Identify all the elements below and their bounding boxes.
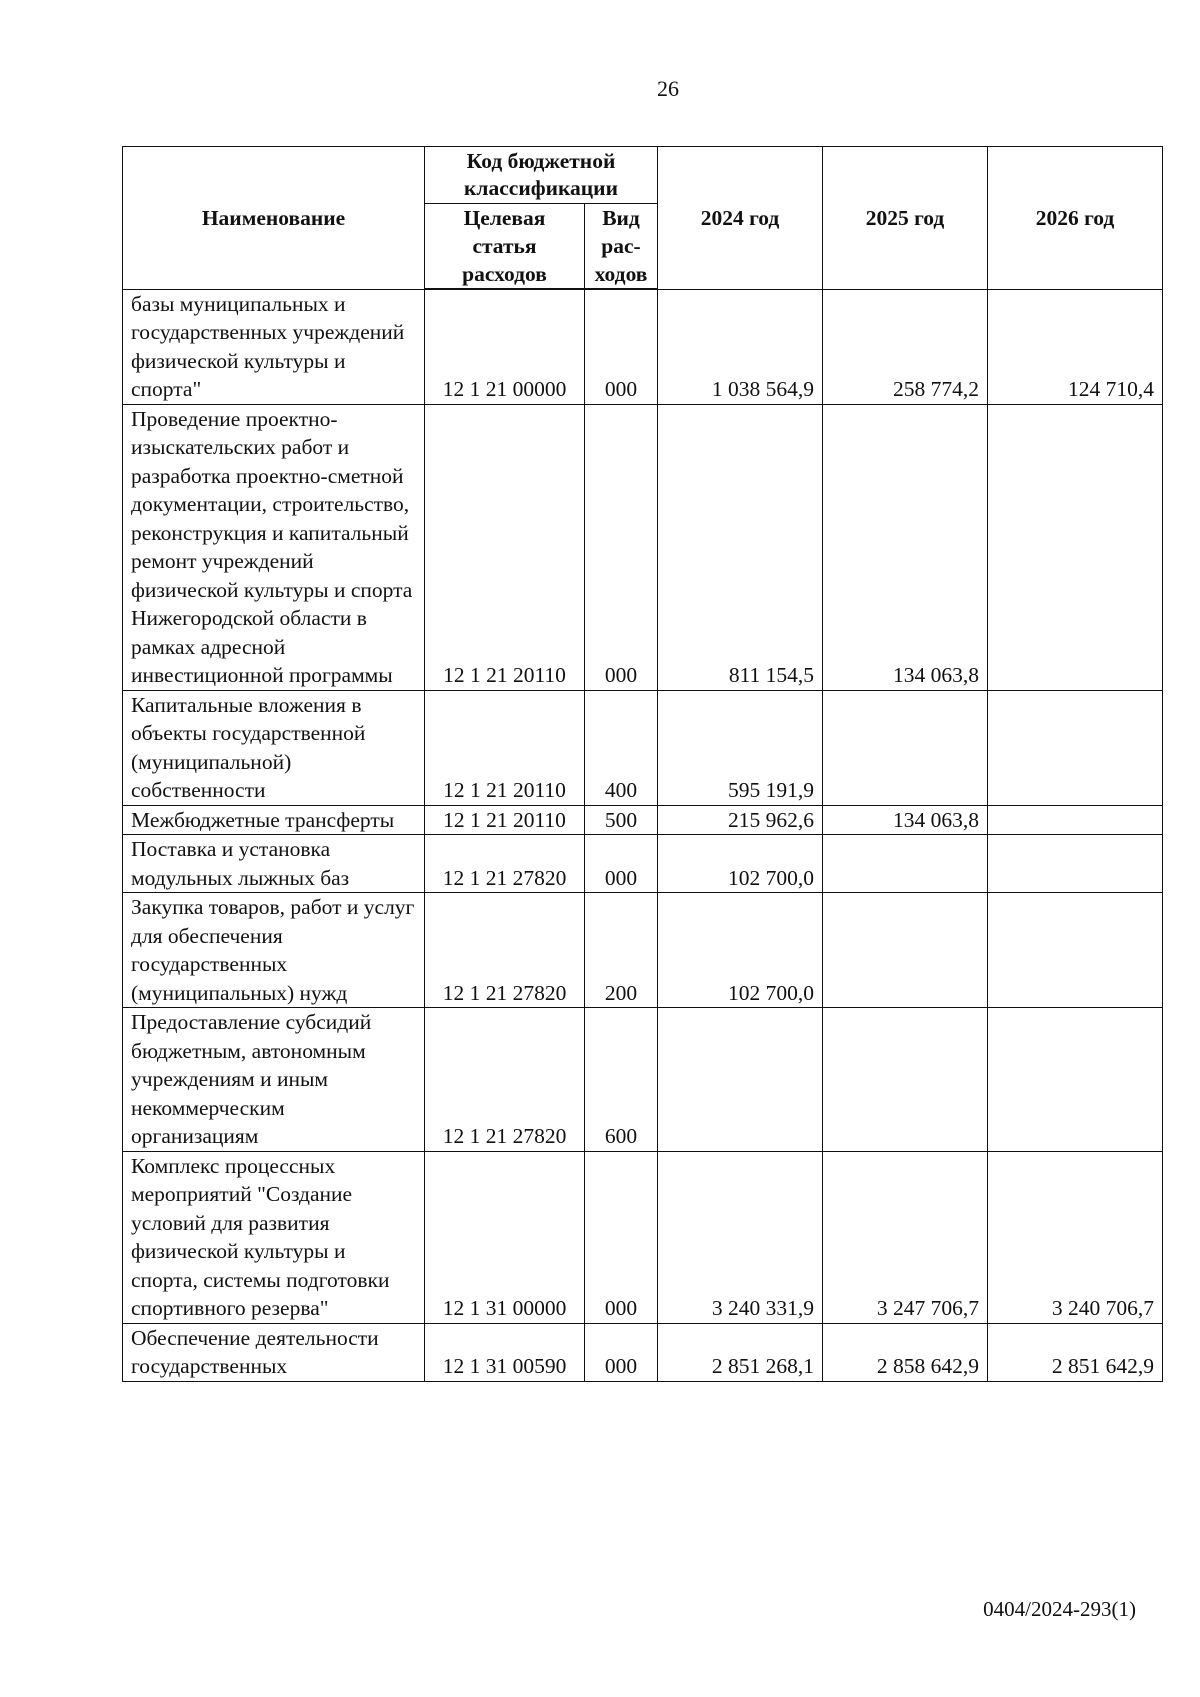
- header-2026: 2026 год: [988, 147, 1163, 290]
- row-target-article: 12 1 21 27820: [425, 893, 585, 1008]
- table-row: [123, 690, 1163, 805]
- table-row: [123, 1323, 1163, 1381]
- header-2025: 2025 год: [823, 147, 988, 290]
- row-target-article: 12 1 21 27820: [425, 835, 585, 893]
- header-code-group: Код бюджетной классификации: [425, 147, 658, 204]
- row-2024: 2 851 268,1: [658, 1323, 823, 1381]
- row-target-article: 12 1 21 20110: [425, 690, 585, 805]
- header-2024: 2024 год: [658, 147, 823, 290]
- header-target-article: Целевая статья расходов: [425, 204, 585, 290]
- row-name: Обеспечение деятельности государственных: [123, 1323, 425, 1381]
- row-2025: [823, 690, 988, 805]
- row-target-article: 12 1 31 00590: [425, 1323, 585, 1381]
- row-2025: [823, 893, 988, 1008]
- row-name: Комплекс процессных мероприятий "Создание условий для развития физической культуры и спорта, системы подготовки спортивного резерва": [123, 1151, 425, 1323]
- row-2024: 102 700,0: [658, 835, 823, 893]
- table-row: [123, 835, 1163, 893]
- row-2024: 3 240 331,9: [658, 1151, 823, 1323]
- header-expense-type: Вид рас-ходов: [585, 204, 658, 290]
- row-name: Проведение проектно-изыскательских работ и разработка проектно-сметной документации, строительство, реконструкция и капитальный ремонт учреждений физической культуры и спорта Нижегородской области в рамках адресной инвестиционной программы: [123, 404, 425, 690]
- row-expense-type: 400: [585, 690, 658, 805]
- row-expense-type: 000: [585, 1151, 658, 1323]
- row-2024: 215 962,6: [658, 805, 823, 835]
- row-2024: 811 154,5: [658, 404, 823, 690]
- row-2026: 2 851 642,9: [988, 1323, 1163, 1381]
- page-number: 26: [657, 76, 679, 101]
- header-name: Наименование: [123, 147, 425, 290]
- row-target-article: 12 1 21 20110: [425, 404, 585, 690]
- row-2026: [988, 805, 1163, 835]
- row-2025: 134 063,8: [823, 805, 988, 835]
- row-target-article: 12 1 21 27820: [425, 1008, 585, 1152]
- row-2025: [823, 1008, 988, 1152]
- row-name: базы муниципальных и государственных учреждений физической культуры и спорта": [123, 289, 425, 404]
- row-2025: 2 858 642,9: [823, 1323, 988, 1381]
- row-2025: 3 247 706,7: [823, 1151, 988, 1323]
- table-row: [123, 805, 1163, 835]
- row-target-article: 12 1 31 00000: [425, 1151, 585, 1323]
- table-row: [123, 289, 1163, 404]
- row-2024: 1 038 564,9: [658, 289, 823, 404]
- row-name: Капитальные вложения в объекты государственной (муниципальной) собственности: [123, 690, 425, 805]
- row-2024: 102 700,0: [658, 893, 823, 1008]
- row-expense-type: 200: [585, 893, 658, 1008]
- row-2026: [988, 893, 1163, 1008]
- row-name: Поставка и установка модульных лыжных баз: [123, 835, 425, 893]
- row-expense-type: 600: [585, 1008, 658, 1152]
- row-2025: [823, 835, 988, 893]
- table-row: [123, 893, 1163, 1008]
- row-2026: [988, 1008, 1163, 1152]
- row-2024: [658, 1008, 823, 1152]
- row-2026: [988, 404, 1163, 690]
- row-name: Закупка товаров, работ и услуг для обеспечения государственных (муниципальных) нужд: [123, 893, 425, 1008]
- table-row: [123, 1008, 1163, 1152]
- table-body: [123, 289, 1163, 1381]
- row-2024: 595 191,9: [658, 690, 823, 805]
- row-name: Предоставление субсидий бюджетным, автономным учреждениям и иным некоммерческим организациям: [123, 1008, 425, 1152]
- row-expense-type: 000: [585, 289, 658, 404]
- document-id: 0404/2024-293(1): [983, 1597, 1136, 1621]
- row-expense-type: 000: [585, 1323, 658, 1381]
- row-name: Межбюджетные трансферты: [123, 805, 425, 835]
- row-target-article: 12 1 21 00000: [425, 289, 585, 404]
- budget-table: [122, 146, 1163, 1382]
- table-row: [123, 1151, 1163, 1323]
- row-2026: [988, 690, 1163, 805]
- row-2025: 134 063,8: [823, 404, 988, 690]
- table-row: [123, 404, 1163, 690]
- row-2026: 124 710,4: [988, 289, 1163, 404]
- row-expense-type: 000: [585, 404, 658, 690]
- row-expense-type: 500: [585, 805, 658, 835]
- table-header: [123, 147, 1163, 290]
- row-target-article: 12 1 21 20110: [425, 805, 585, 835]
- row-2026: [988, 835, 1163, 893]
- row-2026: 3 240 706,7: [988, 1151, 1163, 1323]
- row-2025: 258 774,2: [823, 289, 988, 404]
- row-expense-type: 000: [585, 835, 658, 893]
